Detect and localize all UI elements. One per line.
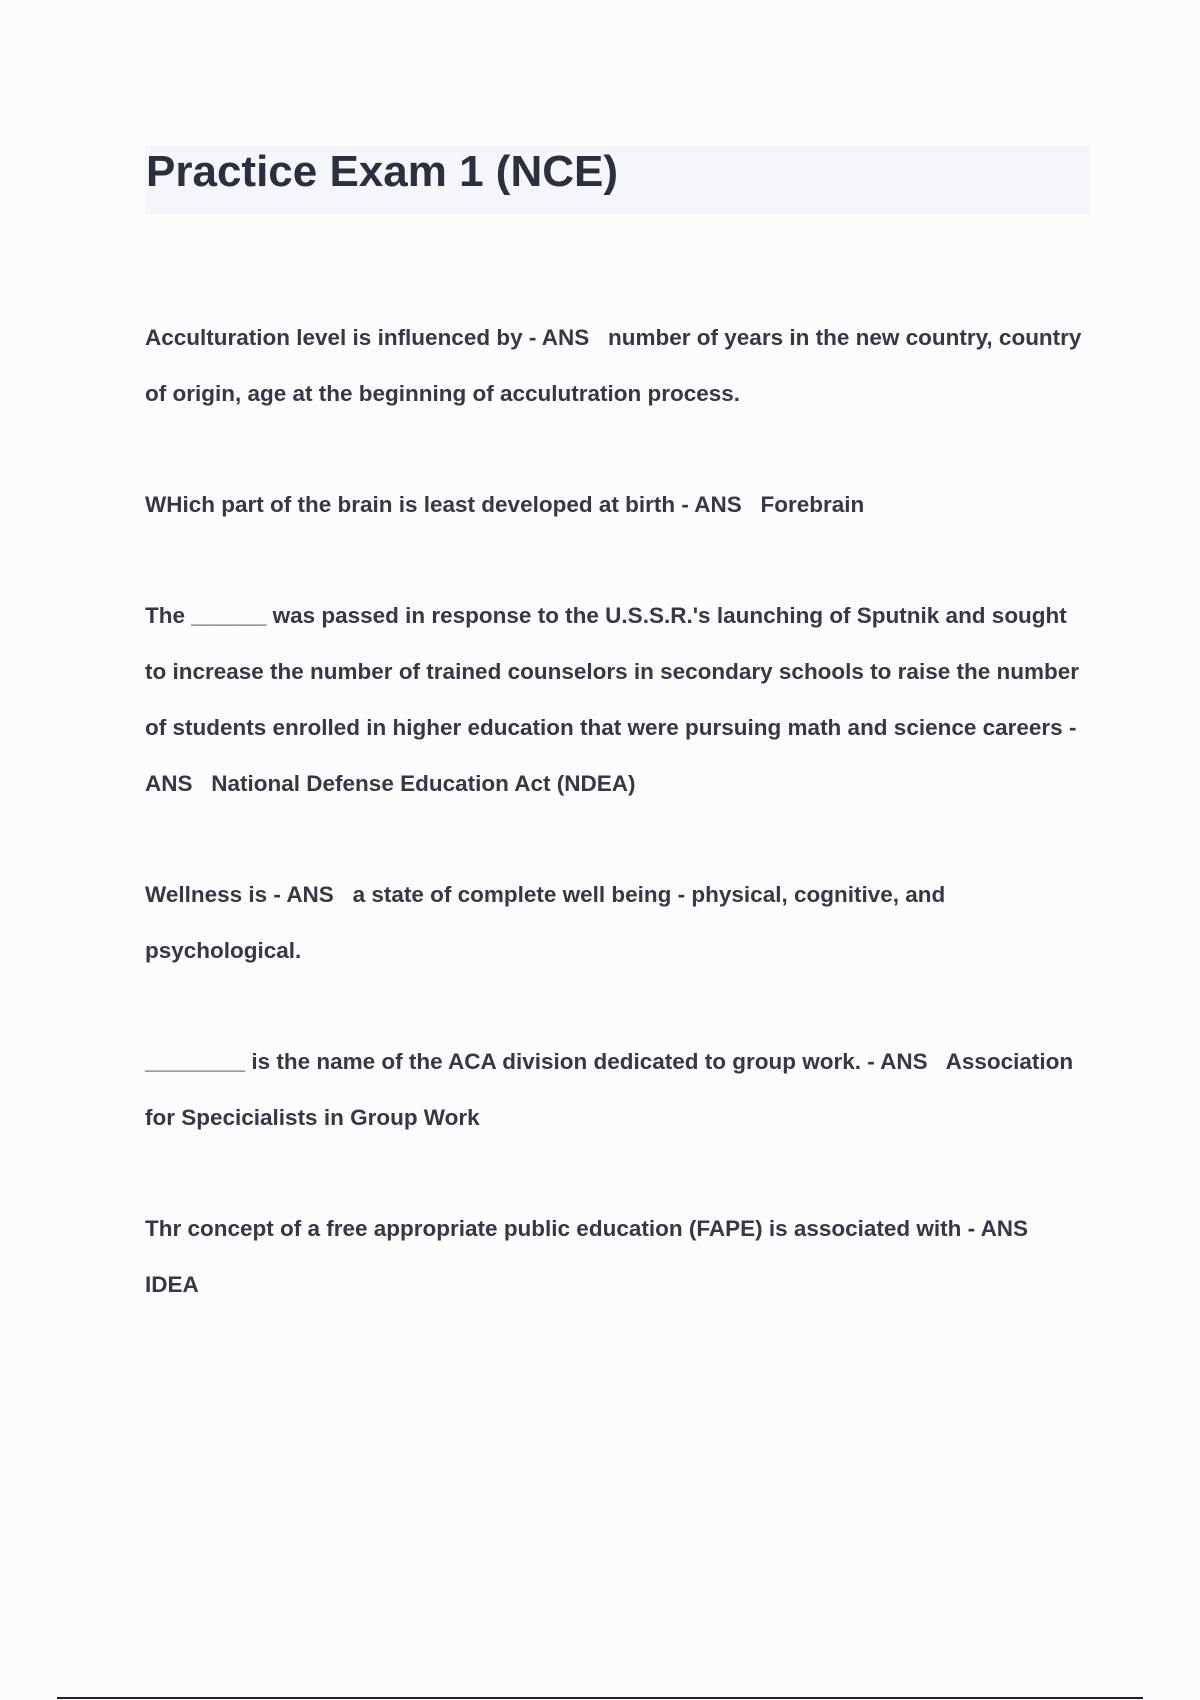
question-text: Wellness is -	[145, 882, 287, 907]
ans-label: ANS	[694, 492, 742, 517]
question-text: WHich part of the brain is least developed at birth -	[145, 492, 695, 517]
answer-text: a state of complete well being - physical, cognitive, and psychological.	[145, 882, 952, 963]
ans-label: ANS	[286, 882, 334, 907]
question-text: Thr concept of a free appropriate public education (FAPE) is associated with -	[145, 1216, 981, 1241]
qa-item	[145, 477, 1085, 533]
footer-divider	[57, 1697, 1143, 1699]
question-text: Acculturation level is influenced by -	[145, 325, 542, 350]
page-title: Practice Exam 1 (NCE)	[146, 147, 618, 196]
answer-text: number of years in the new country, country of origin, age at the beginning of acculutration process.	[145, 325, 1088, 406]
ans-label: ANS	[145, 771, 193, 796]
qa-item	[145, 310, 1088, 422]
qa-item	[145, 588, 1085, 812]
ans-label: ANS	[541, 325, 590, 350]
question-text: ________ is the name of the ACA division dedicated to group work. -	[145, 1049, 881, 1074]
ans-label: ANS	[980, 1216, 1029, 1241]
qa-item	[145, 1034, 1085, 1146]
qa-item	[145, 1201, 1085, 1313]
answer-text: Association for Specicialists in Group Work	[145, 1049, 1080, 1130]
answer-text: Forebrain	[760, 492, 865, 517]
qa-item	[145, 867, 1085, 979]
answer-text: National Defense Education Act (NDEA)	[211, 771, 636, 796]
ans-label: ANS	[880, 1049, 928, 1074]
answer-text: IDEA	[145, 1272, 199, 1297]
question-text: The ______ was passed in response to the U.S.S.R.'s launching of Sputnik and sought to increase the number of trained counselors in secondary schools to raise the number of students enrolled in higher education that were pursuing math and science careers -	[145, 603, 1086, 740]
